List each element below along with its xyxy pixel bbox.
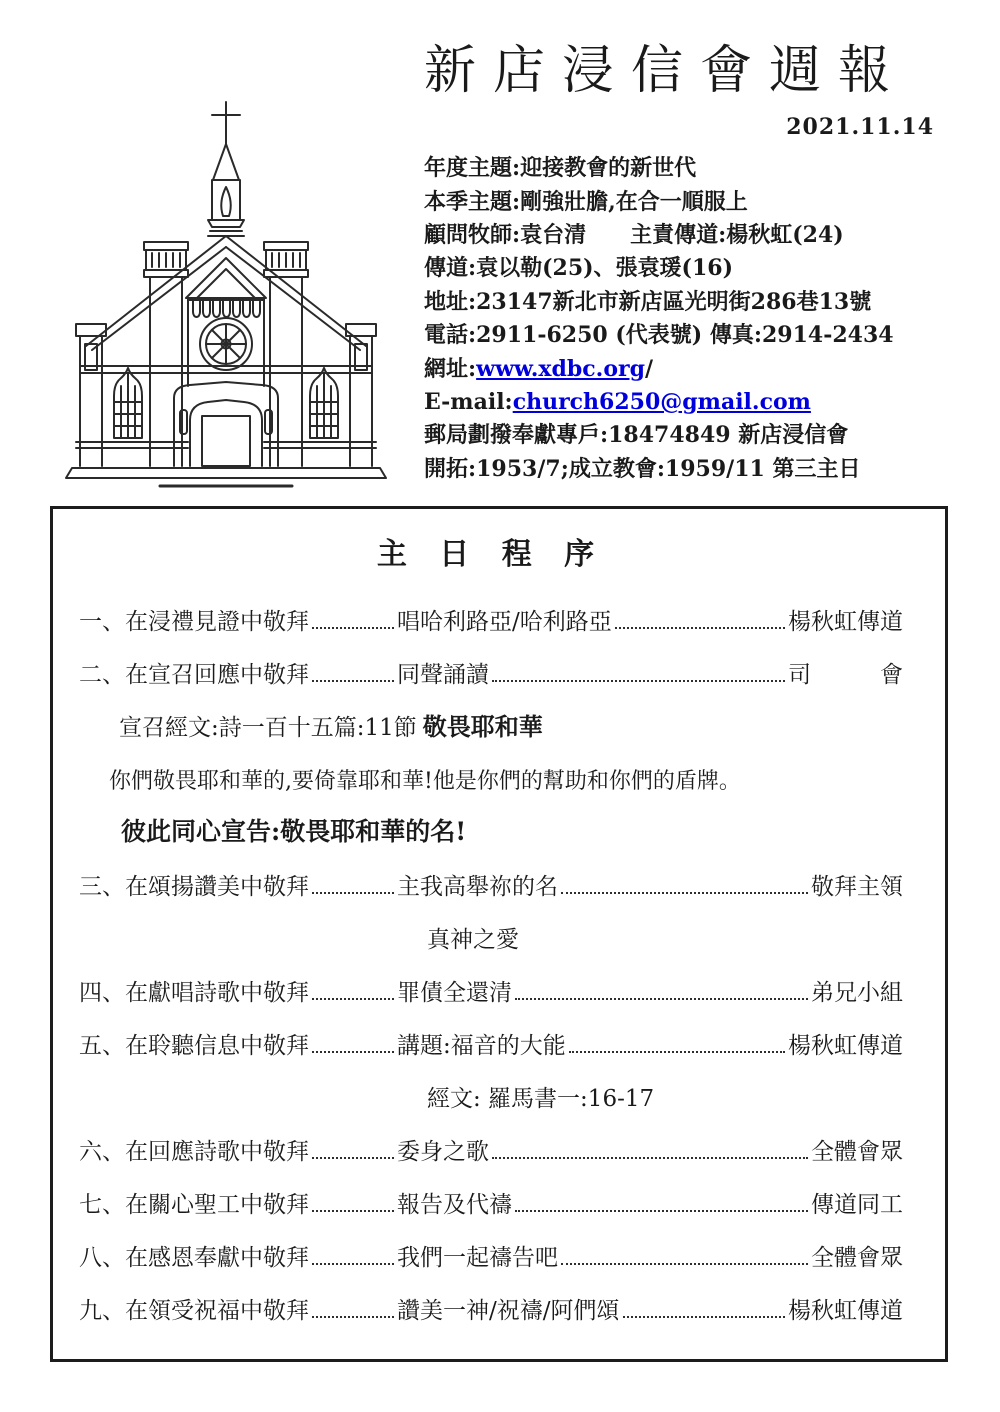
- church-info-block: [424, 152, 936, 486]
- item-label: 八、在感恩奉獻中敬拜: [79, 1245, 309, 1271]
- program-item-9: [79, 1272, 903, 1325]
- dotted-leader: [561, 892, 808, 894]
- item-content: 委身之歌: [397, 1139, 489, 1165]
- gothic-window-right: [310, 368, 338, 438]
- dotted-leader: [561, 1263, 808, 1265]
- program-item-1: [79, 583, 903, 636]
- website-suffix: /: [644, 355, 654, 382]
- email-label: E-mail:: [424, 389, 513, 416]
- program-item-5: [79, 1007, 903, 1060]
- dotted-leader: [492, 1157, 808, 1159]
- item-person: 傳道同工: [811, 1192, 903, 1218]
- item-person: 司 會: [788, 662, 903, 688]
- dotted-leader: [623, 1316, 786, 1318]
- item-label: 六、在回應詩歌中敬拜: [79, 1139, 309, 1165]
- website-label: 網址:: [424, 355, 477, 382]
- item-label: 五、在聆聽信息中敬拜: [79, 1033, 309, 1059]
- program-item-8: [79, 1219, 903, 1272]
- dotted-leader: [515, 1210, 808, 1212]
- dotted-leader: [312, 1157, 394, 1159]
- rose-window: [200, 318, 252, 370]
- gothic-window-left: [114, 368, 142, 438]
- program-item-2: [79, 636, 903, 689]
- item-content: 唱哈利路亞/哈利路亞: [397, 609, 612, 635]
- page-title: 新店浸信會週報: [424, 41, 908, 101]
- program-title: 主 日 程 序: [376, 537, 606, 572]
- item-content: 同聲誦讀: [397, 662, 489, 688]
- website-link[interactable]: www.xdbc.org: [476, 355, 645, 382]
- scripture-ref-text: 宣召經文:詩一百十五篇:11節: [119, 715, 417, 741]
- item-person: 全體會眾: [811, 1245, 903, 1271]
- item-person: 敬拜主領: [811, 874, 903, 900]
- item-person: 楊秋虹傳道: [788, 1033, 903, 1059]
- info-line-email: [424, 386, 936, 419]
- cross-icon: [212, 102, 240, 146]
- info-line-phone-fax: 電話:2911-6250 (代表號) 傳真:2914-2434: [424, 322, 894, 349]
- item-content: 講題:福音的大能: [397, 1033, 566, 1059]
- info-line-pastors: 顧問牧師:袁台清 主責傳道:楊秋虹(24): [424, 222, 844, 249]
- info-line-annual-theme: 年度主題:迎接教會的新世代: [424, 155, 697, 182]
- email-link[interactable]: church6250@gmail.com: [512, 389, 811, 416]
- dotted-leader: [312, 627, 394, 629]
- dotted-leader: [312, 1263, 394, 1265]
- item-person: 全體會眾: [811, 1139, 903, 1165]
- dotted-leader: [312, 1210, 394, 1212]
- item-label: 四、在獻唱詩歌中敬拜: [79, 980, 309, 1006]
- header: [424, 42, 936, 486]
- info-line-address: 地址:23147新北市新店區光明街286巷13號: [424, 288, 872, 315]
- info-line-founding: 開拓:1953/7;成立教會:1959/11 第三主日: [424, 455, 861, 482]
- item-person: 楊秋虹傳道: [788, 1298, 903, 1324]
- item-person: 楊秋虹傳道: [788, 609, 903, 635]
- entrance-porch: [174, 382, 278, 466]
- dotted-leader: [569, 1051, 785, 1053]
- dotted-leader: [312, 1051, 394, 1053]
- dotted-leader: [615, 627, 785, 629]
- item-label: 三、在頌揚讚美中敬拜: [79, 874, 309, 900]
- program-scripture-ref: [79, 689, 903, 742]
- dotted-leader: [492, 680, 785, 682]
- church-illustration: [56, 96, 396, 496]
- item-content: 罪債全還清: [397, 980, 512, 1006]
- church-drawing-svg: [56, 96, 396, 496]
- proclamation-text: 彼此同心宣告:敬畏耶和華的名!: [121, 817, 467, 846]
- sunday-program-box: [50, 506, 948, 1362]
- dotted-leader: [312, 998, 394, 1000]
- item-label: 一、在浸禮見證中敬拜: [79, 609, 309, 635]
- dotted-leader: [312, 680, 394, 682]
- item-content: 讚美一神/祝禱/阿們頌: [397, 1298, 620, 1324]
- program-item-4: [79, 954, 903, 1007]
- song-subline-text: 真神之愛: [427, 927, 519, 953]
- program-item-3: [79, 848, 903, 901]
- dotted-leader: [515, 998, 808, 1000]
- item-content: 報告及代禱: [397, 1192, 512, 1218]
- scripture-ref-title: 敬畏耶和華: [422, 712, 543, 741]
- info-line-website: [424, 353, 936, 386]
- item-person: 弟兄小組: [811, 980, 903, 1006]
- sermon-scripture-text: 經文: 羅馬書一:16-17: [427, 1086, 655, 1112]
- info-line-postal-account: 郵局劃撥奉獻專戶:18474849 新店浸信會: [424, 422, 849, 449]
- item-label: 九、在領受祝福中敬拜: [79, 1298, 309, 1324]
- dotted-leader: [312, 1316, 394, 1318]
- program-proclamation: [79, 795, 903, 848]
- program-sermon-scripture: [79, 1060, 903, 1113]
- program-item-7: [79, 1166, 903, 1219]
- issue-date: 2021.11.14: [786, 114, 934, 141]
- info-line-season-theme: 本季主題:剛強壯膽,在合一順服上: [424, 188, 748, 215]
- dotted-leader: [312, 892, 394, 894]
- item-content: 我們一起禱告吧: [397, 1245, 558, 1271]
- program-song-subline: [79, 901, 903, 954]
- verse-text: 你們敬畏耶和華的,要倚靠耶和華!他是你們的幫助和你們的盾牌。: [109, 769, 741, 794]
- program-verse: [79, 742, 903, 795]
- program-item-6: [79, 1113, 903, 1166]
- info-line-ministers: 傳道:袁以勒(25)、張袁瑗(16): [424, 255, 733, 282]
- item-label: 七、在關心聖工中敬拜: [79, 1192, 309, 1218]
- item-label: 二、在宣召回應中敬拜: [79, 662, 309, 688]
- item-content: 主我高舉祢的名: [397, 874, 558, 900]
